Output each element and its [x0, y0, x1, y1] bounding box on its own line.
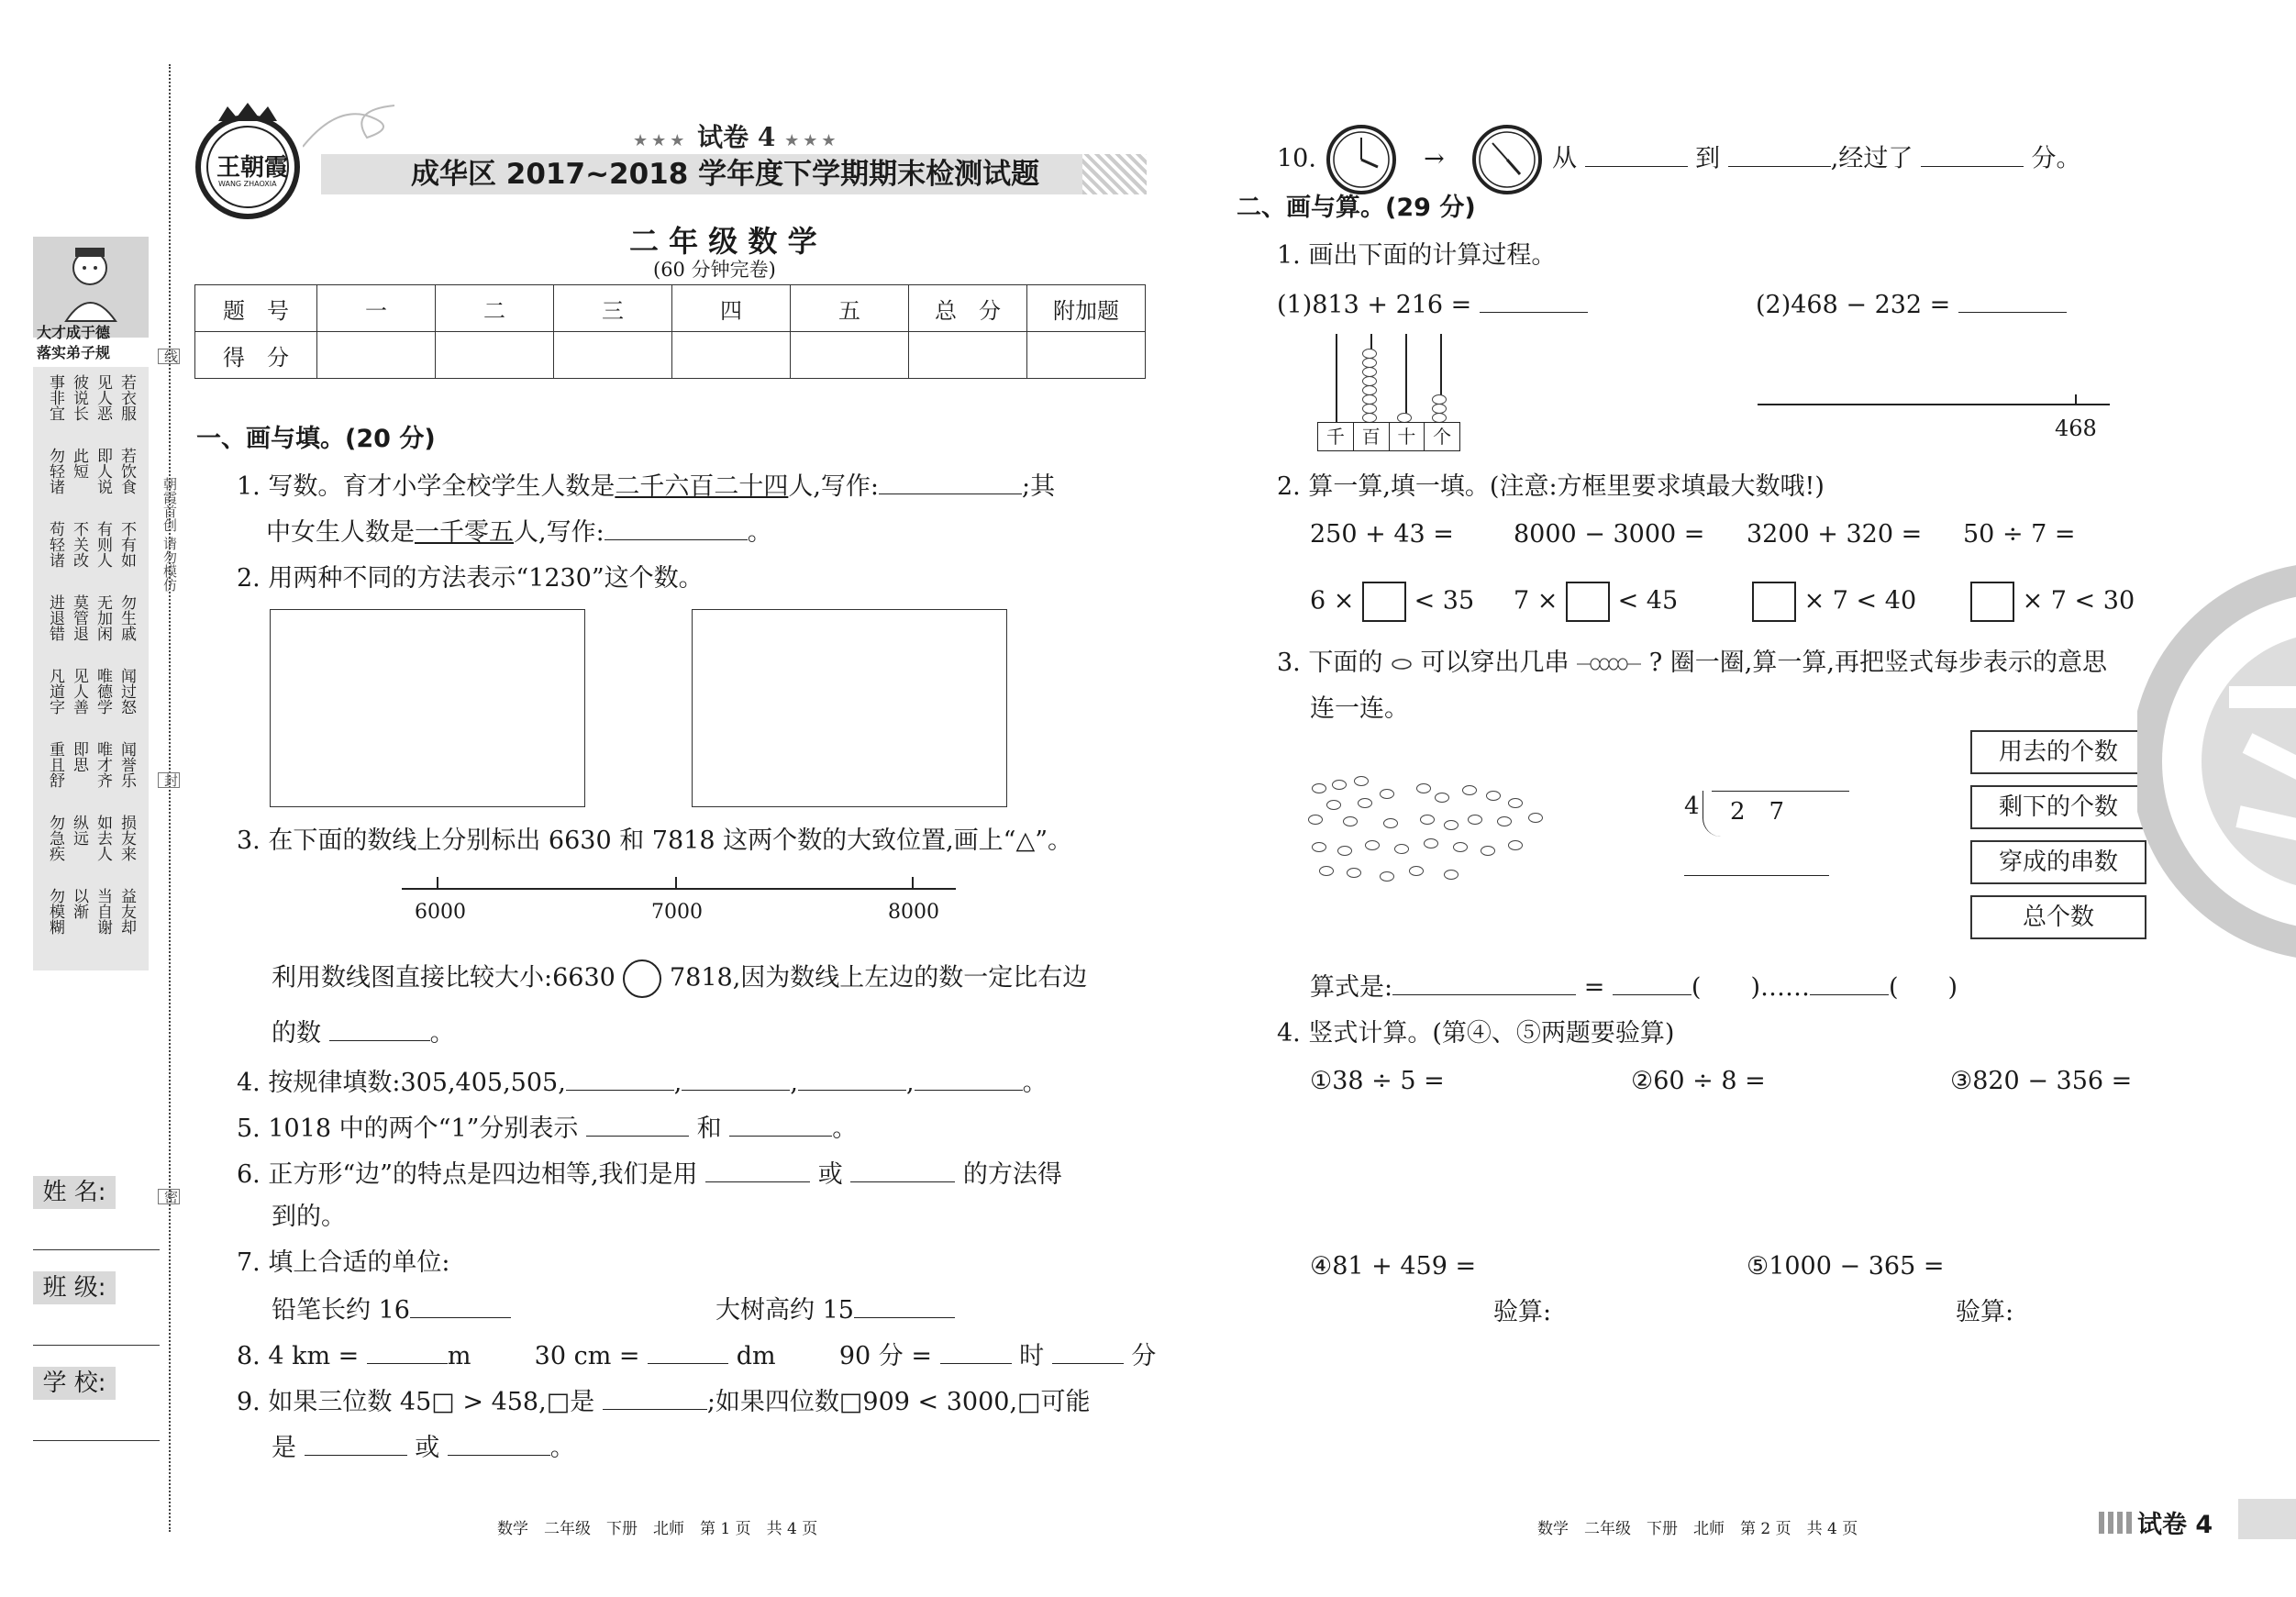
- abacus-bead: [1432, 404, 1447, 414]
- q9-text: 9. 如果三位数 45□ > 458,□是 ;如果四位数□909 < 3000,□可能: [237, 1385, 1091, 1418]
- subject-title: 二 年 级 数 学: [629, 224, 817, 259]
- q8-text: 8. 4 km = m 30 cm = dm 90 分 = 时 分: [237, 1339, 1156, 1372]
- tick-label-8000: 8000: [888, 901, 939, 924]
- q1-number-words-2: 一千零五: [415, 518, 514, 547]
- q1-answer-blank-1[interactable]: [879, 470, 1022, 494]
- loose-bead: [1365, 840, 1380, 850]
- abacus-bead: [1362, 385, 1377, 395]
- abacus-bead: [1432, 394, 1447, 405]
- binding-dotted-line: [169, 64, 171, 1532]
- sidebar-verse: 苟轻诸: [46, 521, 64, 568]
- sidebar-verse: 此短: [70, 448, 88, 479]
- q9-blank-1[interactable]: [603, 1385, 707, 1410]
- abacus-label: 个: [1433, 426, 1452, 448]
- loose-bead: [1312, 842, 1326, 852]
- sidebar-verse: 无加闲: [94, 594, 112, 641]
- score-cell[interactable]: [554, 332, 672, 379]
- number-line-tick: [675, 877, 677, 890]
- abacus-base: [1317, 422, 1460, 451]
- q2-answer-box-2[interactable]: [692, 609, 1007, 807]
- loose-bead: [1312, 783, 1326, 793]
- loose-bead: [1383, 818, 1398, 828]
- logo-subtext: WANG ZHAOXIA: [218, 180, 277, 188]
- score-cell[interactable]: [791, 332, 909, 379]
- formula-blank-2[interactable]: [1613, 970, 1691, 995]
- score-header-cell: 一: [317, 285, 436, 332]
- score-table-score-row: [195, 332, 1146, 379]
- sidebar-verse: 见人善: [70, 668, 88, 715]
- score-row-label: 得 分: [195, 332, 317, 379]
- sidebar-verse: 有则人: [94, 521, 112, 568]
- q6-blank-1[interactable]: [705, 1158, 810, 1182]
- vert-calc-1[interactable]: ①38 ÷ 5 =: [1310, 1067, 1445, 1095]
- series-label: 试卷 4: [697, 122, 776, 152]
- q7-blank-2[interactable]: [854, 1293, 955, 1318]
- score-cell[interactable]: [1027, 332, 1146, 379]
- sidebar-verse: 益友却: [117, 888, 136, 935]
- ineq-box[interactable]: [1566, 582, 1610, 622]
- score-header-cell: 附加题: [1027, 285, 1146, 332]
- s2q2-text: 2. 算一算,填一填。(注意:方框里要求填最大数哦!): [1277, 472, 1825, 501]
- q5-blank-1[interactable]: [586, 1112, 689, 1137]
- vert-calc-3[interactable]: ③820 − 356 =: [1950, 1067, 2133, 1095]
- calc-4: 50 ÷ 7 =: [1963, 520, 2076, 549]
- division-divisor: 4: [1684, 793, 1700, 820]
- sidebar-verse: 莫管退: [70, 594, 88, 641]
- s2q4-text: 4. 竖式计算。(第④、⑤两题要验算): [1277, 1019, 1675, 1048]
- formula-blank-1[interactable]: [1392, 970, 1576, 995]
- meaning-label-strings[interactable]: 穿成的串数: [1970, 840, 2146, 884]
- q3-compare-line: 利用数线图直接比较大小:6630 7818,因为数线上左边的数一定比右边: [272, 959, 1087, 998]
- clock-end-icon: [1470, 123, 1544, 196]
- corner-dots: [2099, 1512, 2135, 1534]
- corner-bar: [2238, 1499, 2296, 1539]
- s2q1a-blank[interactable]: [1480, 288, 1588, 313]
- s2q3-formula: 算式是: = ( )…… ( ): [1310, 970, 1958, 1004]
- exam-title: 成华区 2017~2018 学年度下学期期末检测试题: [411, 158, 1040, 191]
- calc-2: 8000 − 3000 =: [1514, 520, 1705, 549]
- seal-watermark: [2137, 560, 2296, 963]
- abacus-bead: [1362, 394, 1377, 405]
- loose-bead: [1380, 789, 1394, 799]
- ineq-3: × 7 < 40: [1752, 582, 1916, 622]
- loose-bead: [1416, 783, 1431, 793]
- brand-logo: [182, 101, 319, 220]
- q10-blank-2[interactable]: [1728, 142, 1831, 167]
- sidebar-verse: 凡道字: [46, 668, 64, 715]
- q10-blank-1[interactable]: [1585, 142, 1688, 167]
- clock-start-icon: [1325, 123, 1398, 196]
- loose-bead: [1394, 844, 1409, 854]
- loose-bead: [1420, 815, 1435, 825]
- score-header-cell: 总 分: [909, 285, 1027, 332]
- s2q3-text-2: 连一连。: [1310, 694, 1409, 723]
- ineq-1: 6 × < 35: [1310, 582, 1474, 622]
- q4-blank-4[interactable]: [915, 1066, 1023, 1091]
- sidebar-verse: 唯德学: [94, 668, 112, 715]
- q8-blank-4[interactable]: [1052, 1339, 1124, 1364]
- q6-text: 6. 正方形“边”的特点是四边相等,我们是用 或 的方法得: [237, 1158, 1062, 1191]
- exam-duration: (60 分钟完卷): [653, 259, 776, 281]
- division-sub-line: [1684, 875, 1829, 876]
- sidebar-verse: 纵远: [70, 815, 88, 846]
- score-header-cell: 三: [554, 285, 672, 332]
- abacus-label: 千: [1318, 423, 1354, 450]
- check-label-2: 验算:: [1956, 1298, 2014, 1326]
- loose-bead: [1308, 815, 1323, 825]
- calc-1: 250 + 43 =: [1310, 520, 1454, 549]
- sidebar-verse: 事非宜: [46, 374, 64, 421]
- q1-line-b: 中女生人数是一千零五人,写作: 。: [266, 516, 772, 549]
- loose-bead: [1444, 870, 1459, 880]
- bead-string-icon: [1577, 657, 1641, 671]
- q4-text: 4. 按规律填数:305,405,505, , , , 。: [237, 1066, 1048, 1099]
- ineq-box[interactable]: [1362, 582, 1406, 622]
- sidebar-verse: 若饮食: [117, 448, 136, 494]
- long-division[interactable]: [1679, 787, 1862, 888]
- q8-blank-1[interactable]: [367, 1339, 448, 1364]
- school-field[interactable]: [33, 1440, 160, 1441]
- corner-series-label: 试卷 4: [2137, 1511, 2213, 1539]
- vertical-note-copyright: 朝霞首创 请勿模仿: [161, 477, 178, 592]
- sidebar-verse: 即思: [70, 741, 88, 772]
- loose-bead: [1332, 780, 1347, 790]
- q8-blank-3[interactable]: [940, 1339, 1012, 1364]
- ribbon-decoration: [303, 101, 404, 156]
- score-cell[interactable]: [672, 332, 791, 379]
- ineq-4: × 7 < 30: [1970, 582, 2135, 622]
- q4-blank-2[interactable]: [682, 1066, 790, 1091]
- sidebar-verse: 进退错: [46, 594, 64, 641]
- class-label: 班 级:: [33, 1271, 116, 1304]
- loose-bead: [1444, 820, 1459, 830]
- series-stars: ★★★ 试卷 4 ★★★: [633, 122, 840, 152]
- q3-answer-blank[interactable]: [329, 1016, 430, 1041]
- sidebar-verse: 唯才齐: [94, 741, 112, 788]
- bead-icon: [1391, 658, 1413, 671]
- division-top-line: [1712, 791, 1849, 792]
- score-header-cell: 二: [436, 285, 554, 332]
- q10-blank-3[interactable]: [1921, 142, 2024, 167]
- sidebar-motto-2: 落实弟子规: [37, 344, 111, 361]
- number-line-tick: [2075, 394, 2077, 405]
- number-line-end-label: 468: [2055, 416, 2097, 441]
- loose-bead: [1435, 793, 1449, 803]
- q3-number-line[interactable]: [402, 888, 956, 890]
- sidebar-verse: 当自谢: [94, 888, 112, 935]
- score-cell[interactable]: [436, 332, 554, 379]
- abacus-bead: [1362, 404, 1377, 414]
- ineq-box[interactable]: [1752, 582, 1796, 622]
- sidebar-verse: 勿生戚: [117, 594, 136, 641]
- q2-answer-box-1[interactable]: [270, 609, 585, 807]
- sidebar-verse: 重且舒: [46, 741, 64, 788]
- q10-text: 10. → 从 到 ,经过了 分。: [1277, 123, 2081, 196]
- sidebar-verse: 若衣服: [117, 374, 136, 421]
- q6-blank-2[interactable]: [850, 1158, 955, 1182]
- bead-field[interactable]: [1306, 771, 1554, 899]
- score-cell[interactable]: [909, 332, 1027, 379]
- school-label: 学 校:: [33, 1367, 116, 1400]
- abacus-label: 十: [1390, 423, 1425, 450]
- score-header-cell: 四: [672, 285, 791, 332]
- tick-label-7000: 7000: [651, 901, 703, 924]
- q4-blank-3[interactable]: [798, 1066, 906, 1091]
- calc-3: 3200 + 320 =: [1747, 520, 1923, 549]
- q7-text: 7. 填上合适的单位:: [237, 1248, 450, 1277]
- score-table: [194, 284, 1146, 379]
- score-table-header-row: [195, 285, 1146, 332]
- abacus-rod: [1405, 334, 1407, 422]
- s2q1b: (2)468 − 232 =: [1756, 288, 2067, 321]
- meaning-label-used[interactable]: 用去的个数: [1970, 730, 2146, 774]
- q8-blank-2[interactable]: [648, 1339, 728, 1364]
- sidebar-verse: 损友来: [117, 815, 136, 861]
- s2q1b-blank[interactable]: [1958, 288, 2067, 313]
- meaning-label-remaining[interactable]: 剩下的个数: [1970, 785, 2146, 829]
- abacus-bead: [1362, 376, 1377, 386]
- loose-bead: [1481, 846, 1495, 856]
- abacus-bead: [1362, 367, 1377, 377]
- q1-line-a: 1. 写数。育才小学全校学生人数是二千六百二十四人,写作: ;其: [237, 470, 1055, 503]
- loose-bead: [1337, 846, 1352, 856]
- q7-pencil: 铅笔长约 16: [272, 1293, 511, 1326]
- score-header-cell: 五: [791, 285, 909, 332]
- sidebar-verse: 以渐: [70, 888, 88, 919]
- loose-bead: [1343, 816, 1358, 826]
- loose-bead: [1486, 791, 1501, 801]
- sidebar-verse: 不有如: [117, 521, 136, 568]
- vertical-note-secret: 密: [158, 1189, 180, 1204]
- q1-number-words: 二千六百二十四: [615, 472, 789, 501]
- check-label-1: 验算:: [1493, 1298, 1552, 1326]
- number-line-tick: [912, 877, 914, 890]
- loose-bead: [1468, 815, 1482, 825]
- right-page-footer: 数学 二年级 下册 北师 第 2 页 共 4 页: [1537, 1520, 1858, 1538]
- q2-text: 2. 用两种不同的方法表示“1230”这个数。: [237, 564, 704, 593]
- loose-bead: [1508, 798, 1523, 808]
- loose-bead: [1326, 800, 1341, 810]
- vertical-note-line: 线: [158, 349, 180, 364]
- sidebar-verse: 闻誉乐: [117, 741, 136, 788]
- abacus-bead: [1362, 349, 1377, 359]
- score-cell[interactable]: [317, 332, 436, 379]
- s2q1a: (1)813 + 216 =: [1277, 288, 1588, 321]
- vert-calc-2[interactable]: ②60 ÷ 8 =: [1631, 1067, 1766, 1095]
- vert-calc-4[interactable]: ④81 + 459 =: [1310, 1252, 1477, 1281]
- sidebar-verse: 勿轻诸: [46, 448, 64, 494]
- q9-blank-2[interactable]: [305, 1431, 407, 1456]
- s2q1b-number-line[interactable]: [1758, 404, 2110, 405]
- compare-circle[interactable]: [623, 959, 661, 998]
- q5-blank-2[interactable]: [729, 1112, 832, 1137]
- banner-dots: [1082, 154, 1147, 194]
- sidebar-verse: 勿模糊: [46, 888, 64, 935]
- loose-bead: [1424, 838, 1438, 848]
- left-page-footer: 数学 二年级 下册 北师 第 1 页 共 4 页: [497, 1520, 818, 1538]
- sidebar-verse: 如去人: [94, 815, 112, 861]
- sidebar-verse-columns: [40, 374, 141, 961]
- formula-blank-3[interactable]: [1810, 970, 1889, 995]
- abacus-rod: [1336, 334, 1337, 422]
- name-label: 姓 名:: [33, 1176, 116, 1209]
- loose-bead: [1453, 842, 1468, 852]
- class-field[interactable]: [33, 1345, 160, 1346]
- q9-blank-3[interactable]: [448, 1431, 550, 1456]
- ineq-2: 7 × < 45: [1514, 582, 1678, 622]
- q4-blank-1[interactable]: [566, 1066, 674, 1091]
- q7-tree: 大树高约 15: [715, 1293, 955, 1326]
- name-field[interactable]: [33, 1249, 160, 1250]
- s2q1-text: 1. 画出下面的计算过程。: [1277, 241, 1557, 270]
- s2q3-text: 3. 下面的 可以穿出几串 ? 圈一圈,算一算,再把竖式每步表示的意思: [1277, 649, 2107, 677]
- abacus-label: 百: [1354, 423, 1390, 450]
- sidebar-motto-1: 大才成于德: [37, 324, 111, 341]
- section-1-heading: 一、画与填。(20 分): [196, 425, 436, 453]
- sidebar-verse: 彼说长: [70, 374, 88, 421]
- number-line-tick: [437, 877, 438, 890]
- loose-bead: [1347, 868, 1361, 878]
- score-header-cell: 题 号: [195, 285, 317, 332]
- q1-answer-blank-2[interactable]: [605, 516, 748, 540]
- sidebar-verse: 不关改: [70, 521, 88, 568]
- q3-reason-line: 的数 。: [272, 1016, 455, 1049]
- loose-bead: [1528, 813, 1543, 823]
- sidebar-verse: 即人说: [94, 448, 112, 494]
- q9-text-2: 是 或 。: [272, 1431, 575, 1464]
- loose-bead: [1462, 785, 1477, 795]
- loose-bead: [1354, 776, 1369, 786]
- meaning-label-total[interactable]: 总个数: [1970, 895, 2146, 939]
- division-dividend: 2 7: [1730, 798, 1785, 826]
- sidebar-verse: 闻过怒: [117, 668, 136, 715]
- loose-bead: [1319, 866, 1334, 876]
- sidebar-verse: 见人恶: [94, 374, 112, 421]
- abacus-bead: [1362, 358, 1377, 368]
- loose-bead: [1497, 816, 1512, 826]
- logo-text: 王朝霞: [216, 154, 289, 182]
- sidebar-verse: 勿急疾: [46, 815, 64, 861]
- loose-bead: [1380, 871, 1394, 882]
- tick-label-6000: 6000: [415, 901, 466, 924]
- vert-calc-5[interactable]: ⑤1000 − 365 =: [1747, 1252, 1945, 1281]
- section-2-heading: 二、画与算。(29 分): [1237, 194, 1476, 222]
- q3-text: 3. 在下面的数线上分别标出 6630 和 7818 这两个数的大致位置,画上“△”。: [237, 826, 1073, 855]
- loose-bead: [1358, 798, 1372, 808]
- q5-text: 5. 1018 中的两个“1”分别表示 和 。: [237, 1112, 857, 1145]
- q7-blank-1[interactable]: [410, 1293, 511, 1318]
- abacus[interactable]: [1317, 334, 1460, 451]
- ineq-box[interactable]: [1970, 582, 2014, 622]
- vertical-note-seal: 封: [158, 772, 180, 788]
- q6-text-2: 到的。: [272, 1203, 346, 1231]
- loose-bead: [1508, 840, 1523, 850]
- division-bracket: [1703, 791, 1722, 837]
- loose-bead: [1409, 866, 1424, 876]
